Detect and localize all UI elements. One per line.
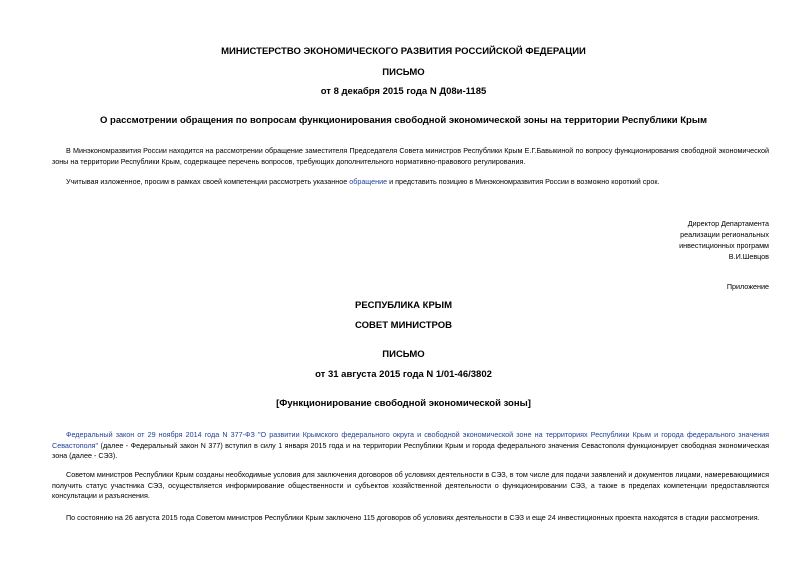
paragraph-text: и представить позицию в Минэкономразвития России в возможно короткий срок.: [387, 177, 660, 186]
signature-block: [609, 218, 769, 262]
signature-line: инвестиционных программ: [679, 241, 769, 250]
appeal-link[interactable]: обращение: [349, 177, 388, 186]
letter-subject: О рассмотрении обращения по вопросам функционирования свободной экономической зоны на территории Республики Крым: [100, 115, 707, 126]
appendix-label: Приложение: [726, 282, 769, 291]
appendix-date-number: от 31 августа 2015 года N 1/01-46/3802: [315, 369, 492, 380]
council-heading: СОВЕТ МИНИСТРОВ: [355, 320, 452, 331]
appendix-paragraph-1: [52, 430, 769, 462]
ministry-heading: МИНИСТЕРСТВО ЭКОНОМИЧЕСКОГО РАЗВИТИЯ РОССИЙСКОЙ ФЕДЕРАЦИИ: [221, 46, 586, 57]
appendix-paragraph-3: По состоянию на 26 августа 2015 года Советом министров Республики Крым заключено 115 договоров об условиях деятельности в СЭЗ и еще 24 инвестиционных проекта находятся в стадии рассмотрения.: [66, 513, 760, 522]
signature-line: Директор Департамента: [687, 219, 769, 228]
letter-paragraph-1: В Минэкономразвития России находится на рассмотрении обращение заместителя Председателя Совета министров Республики Крым Е.Г.Бавыкиной по вопросу функционирования свободной экономической зоны на территории Республики Крым, содержащее перечень вопросов, требующих дополнительного нормативно-правового регулирования.: [52, 146, 769, 166]
signature-line: реализации региональных: [680, 230, 769, 239]
letter-paragraph-2: [52, 177, 769, 188]
appendix-paragraph-2: Советом министров Республики Крым созданы необходимые условия для заключения договоров об условиях деятельности в СЭЗ, в том числе для подачи заявлений и документов лицами, намеревающимися получить статус участника СЭЗ, осуществляется информирование общественности и субъектов хозяйственной деятельности о функционировании СЭЗ, а также в пределах компетенции предоставляются консультации и разъяснения.: [52, 470, 769, 500]
paragraph-text: Учитывая изложенное, просим в рамках своей компетенции рассмотреть указанное: [66, 177, 350, 186]
appendix-letter-type: ПИСЬМО: [382, 349, 425, 360]
paragraph-text: (далее - Федеральный закон N 377) вступил в силу 1 января 2015 года и на территории Республики Крым и города федерального значения Севастополя функционирует свободная экономическая зона (далее - СЭЗ).: [52, 440, 769, 460]
republic-heading: РЕСПУБЛИКА КРЫМ: [354, 300, 452, 311]
federal-law-link[interactable]: Федеральный закон от 29 ноября 2014 года N 377-ФЗ "О развитии Крымского федерального округа и свободной экономической зоне на территориях Республики Крым и города федерального значения Севастополя": [52, 430, 769, 450]
appendix-subject: [Функционирование свободной экономической зоны]: [276, 398, 531, 409]
letter-type-heading: ПИСЬМО: [382, 67, 425, 78]
letter-date-number: от 8 декабря 2015 года N Д08и-1185: [320, 86, 487, 97]
signature-name: В.И.Шевцов: [728, 252, 769, 261]
